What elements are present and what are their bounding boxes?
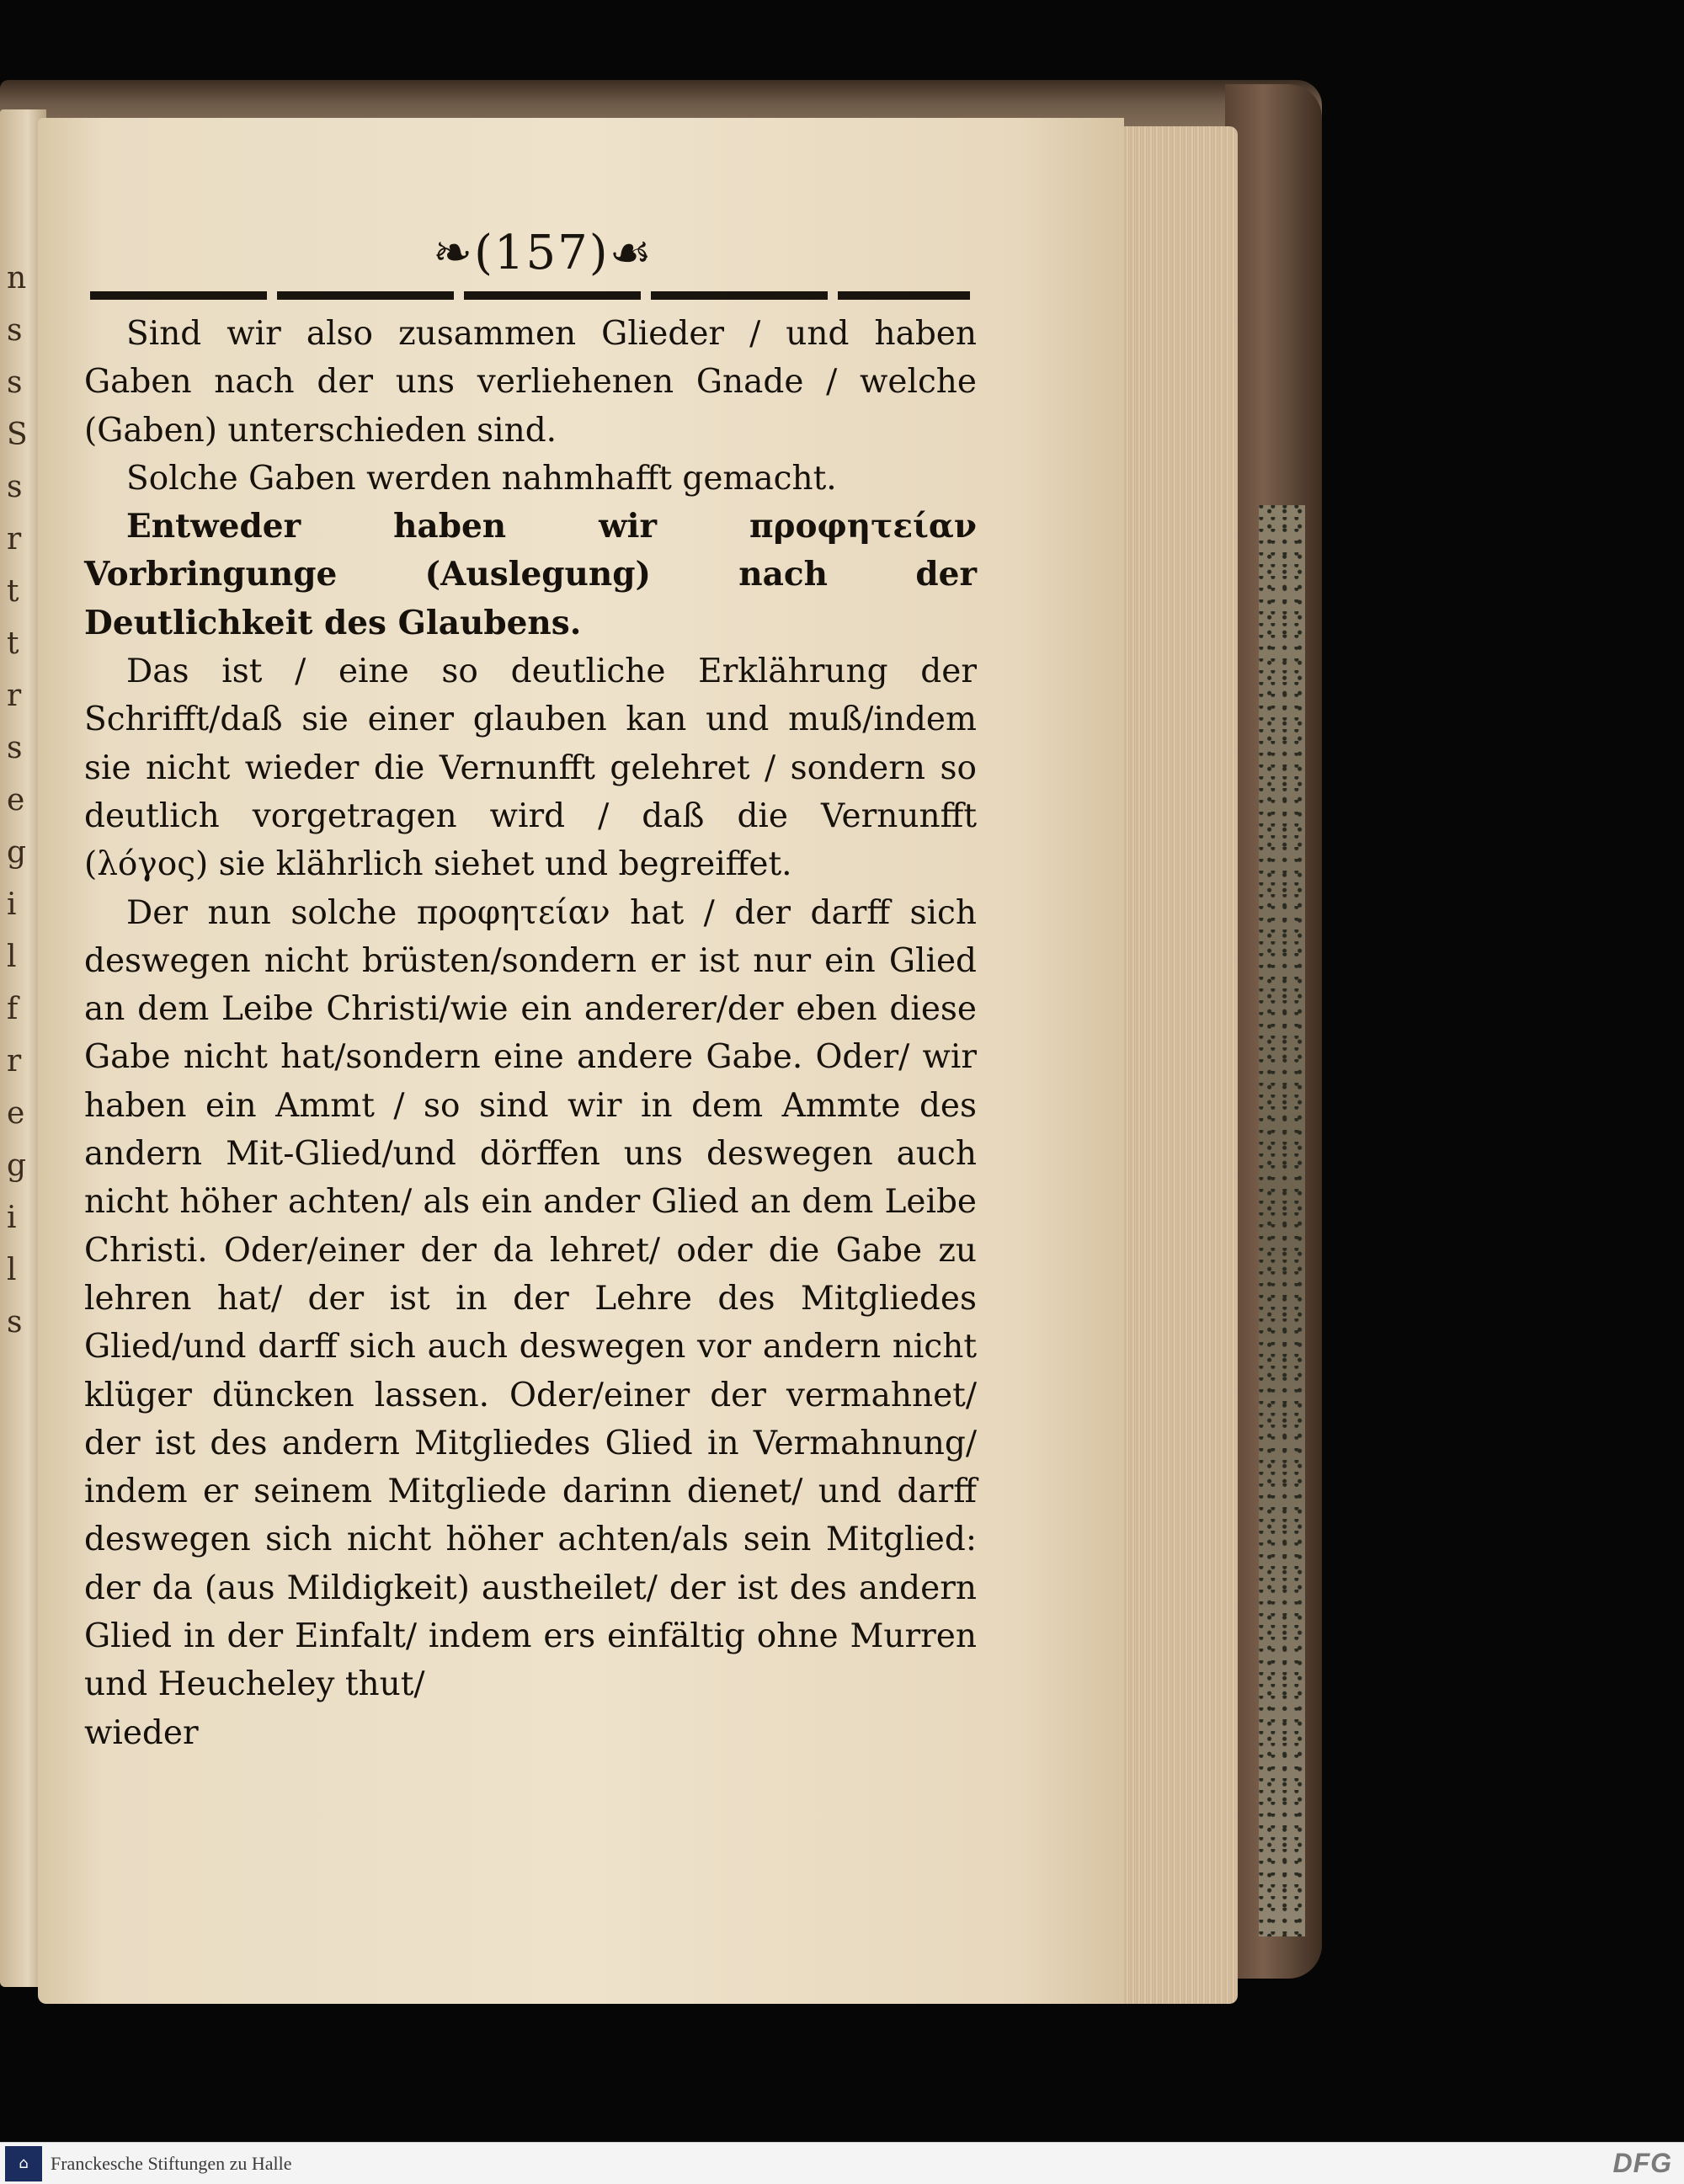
page-number-header xyxy=(38,226,1048,280)
left-page-edge-letter: s xyxy=(7,365,23,400)
left-page-edge-letter: g xyxy=(7,1148,27,1183)
left-page-edge-letter: r xyxy=(7,522,22,557)
book-cover-right xyxy=(1225,84,1322,1979)
ornament-left-icon: ❧ xyxy=(433,226,475,280)
footer-bar xyxy=(0,2142,1684,2184)
page-edges xyxy=(1111,126,1238,2004)
left-page-edge-letter: S xyxy=(7,418,28,452)
left-page-edge-letter: i xyxy=(7,1201,17,1235)
left-page-edge-letter: g xyxy=(7,835,27,870)
header-rule xyxy=(90,291,970,300)
left-page-edge-letter: r xyxy=(7,1044,22,1079)
left-page-edge-letter: f xyxy=(7,992,19,1026)
left-page-edge-letter: l xyxy=(7,1253,17,1287)
paragraph: Sind wir also zusammen Glieder / und haben Gaben nach der uns verliehenen Gnade / welche (Gaben) unterschieden sind. xyxy=(84,315,977,450)
dfg-logo[interactable]: DFG xyxy=(1612,2148,1672,2178)
paragraph: Entweder haben wir προφητείαν Vorbringunge (Auslegung) nach der Deutlichkeit des Glaubens. xyxy=(84,507,977,642)
left-page-edge-letter: r xyxy=(7,679,22,713)
left-page-edge-letter: s xyxy=(7,470,23,504)
paragraph: Solche Gaben werden nahmhafft gemacht. xyxy=(126,459,837,498)
book-page xyxy=(38,118,1124,2004)
footer-institution-link[interactable]: Franckesche Stiftungen zu Halle xyxy=(51,2153,292,2174)
franckesche-stiftungen-logo-icon[interactable]: ⌂ xyxy=(5,2146,42,2181)
ornament-right-icon: ☙ xyxy=(609,226,653,280)
marbled-pastedown xyxy=(1259,505,1305,1936)
page-number: (157) xyxy=(474,226,610,280)
left-page-edge-letter: e xyxy=(7,783,25,818)
left-page-edge-letters xyxy=(7,253,40,1349)
left-page-edge-letter: n xyxy=(7,261,27,296)
left-page-edge-letter: s xyxy=(7,1305,23,1340)
left-page-edge-letter: t xyxy=(7,626,19,661)
page-body xyxy=(84,310,977,1757)
left-page-edge-letter: l xyxy=(7,940,17,974)
paragraph: Der nun solche προφητείαν hat / der darff sich deswegen nicht brüsten/sondern er ist nur ein Glied an dem Leibe Christi/wie ein anderer/der eben diese Gabe nicht hat/sondern eine andere Gabe. Oder/ wir haben ein Ammt / so sind wir in dem Ammte des andern Mit-Glied/und dörffen uns deswegen auch nicht höher achten/ als ein ander Glied an dem Leibe Christi. Oder/einer der da lehret/ oder die Gabe zu lehren hat/ der ist in der Lehre des Mitgliedes Glied/und darff sich auch deswegen vor andern nicht klüger düncken lassen. Oder/einer der vermahnet/ der ist des andern Mitgliedes Glied in Vermahnung/ indem er seinem Mitgliede darinn dienet/ und darff deswegen sich nicht höher achten/als sein Mitglied: der da (aus Mildigkeit) austheilet/ der ist des andern Glied in der Einfalt/ indem ers einfältig ohne Murren und Heucheley thut/ xyxy=(84,893,977,1704)
left-page-edge-letter: s xyxy=(7,731,23,765)
left-page-edge-letter: e xyxy=(7,1096,25,1131)
left-page-edge-letter: s xyxy=(7,313,23,348)
left-page-edge-letter: i xyxy=(7,887,17,922)
catchword: wieder xyxy=(84,1713,199,1752)
paragraph: Das ist / eine so deutliche Erklährung der Schrifft/daß sie einer glauben kan und muß/indem sie nicht wieder die Vernunfft gelehret / sondern so deutlich vorgetragen wird / daß die Vernunfft (λόγος) sie klährlich siehet und begreiffet. xyxy=(84,653,977,884)
left-page-edge-letter: t xyxy=(7,574,19,609)
